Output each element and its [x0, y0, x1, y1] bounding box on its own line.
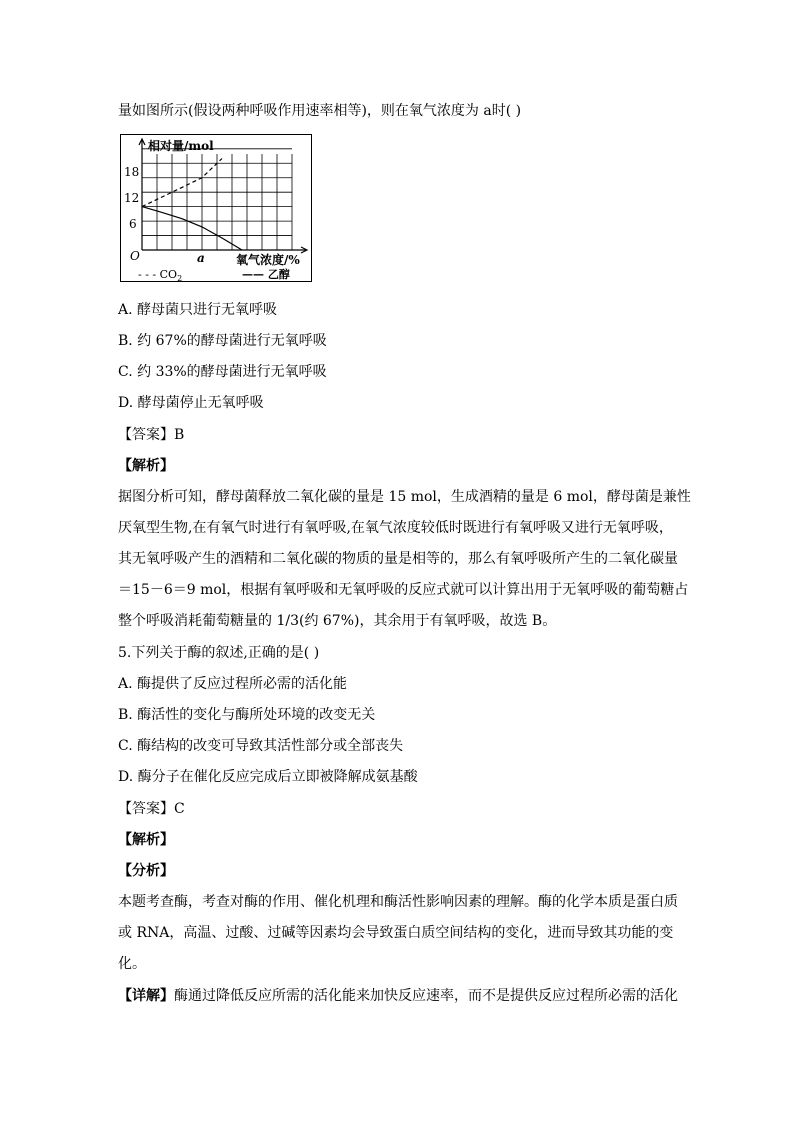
q4-analysis-label: 【解析】 — [118, 458, 174, 474]
q5-detail-text: 酶通过降低反应所需的活化能来加快反应速率，而不是提供反应过程所必需的活化 — [174, 988, 678, 1004]
q4-analysis-line: 据图分析可知，酵母菌释放二氧化碳的量是 15 mol，生成酒精的量是 6 mol，酵母菌是兼性 — [118, 489, 691, 505]
q5-detail-label: 【详解】 — [118, 988, 174, 1004]
y-tick-label: 6 — [129, 217, 137, 231]
x-axis-label: 氧气浓度/% — [236, 253, 300, 267]
q4-option-a: A. 酵母菌只进行无氧呼吸 — [118, 302, 278, 318]
q4-option-c: C. 约 33%的酵母菌进行无氧呼吸 — [118, 364, 327, 380]
question-4-stem: 量如图所示(假设两种呼吸作用速率相等)，则在氧气浓度为 a时( ) — [118, 103, 522, 119]
q5-fenxi-line: 或 RNA，高温、过酸、过碱等因素均会导致蛋白质空间结构的变化，进而导致其功能的变 — [118, 925, 674, 941]
q4-analysis-line: 整个呼吸消耗葡萄糖量的 1/3(约 67%)，其余用于有氧呼吸，故选 B。 — [118, 613, 557, 629]
q5-option-d: D. 酶分子在催化反应完成后立即被降解成氨基酸 — [118, 769, 418, 785]
question-5-stem: 5.下列关于酶的叙述,正确的是( ) — [118, 645, 320, 661]
origin-label: O — [130, 249, 140, 263]
series-line-co2 — [142, 159, 222, 207]
q5-detail — [118, 986, 678, 1006]
q4-option-b: B. 约 67%的酵母菌进行无氧呼吸 — [118, 333, 327, 349]
y-tick-label: 12 — [124, 191, 140, 205]
legend-ethanol: —— 乙醇 — [242, 268, 290, 281]
q5-fenxi-label: 【分析】 — [118, 863, 174, 879]
q4-analysis-line: 厌氧型生物,在有氧气时进行有氧呼吸,在氧气浓度较低时既进行有氧呼吸又进行无氧呼吸， — [118, 520, 673, 536]
q5-analysis-label: 【解析】 — [118, 832, 174, 848]
y-axis-label: 相对量/mol — [148, 139, 214, 153]
q4-answer: 【答案】B — [118, 427, 185, 443]
respiration-chart — [120, 134, 312, 282]
legend-co2: - - - $CO_2$ — [138, 268, 183, 282]
q5-fenxi-line: 化。 — [118, 956, 146, 972]
q4-option-d: D. 酵母菌停止无氧呼吸 — [118, 395, 264, 411]
q4-analysis-line: 其无氧呼吸产生的酒精和二氧化碳的物质的量是相等的，那么有氧呼吸所产生的二氧化碳量 — [118, 551, 678, 567]
q5-option-a: A. 酶提供了反应过程所必需的活化能 — [118, 676, 348, 692]
q5-option-b: B. 酶活性的变化与酶所处环境的改变无关 — [118, 707, 376, 723]
q5-answer: 【答案】C — [118, 801, 185, 817]
a-label: a — [197, 251, 205, 265]
q5-option-c: C. 酶结构的改变可导致其活性部分或全部丧失 — [118, 738, 404, 754]
y-tick-label: 18 — [124, 165, 140, 179]
q4-analysis-line: ＝15－6＝9 mol，根据有氧呼吸和无氧呼吸的反应式就可以计算出用于无氧呼吸的葡萄糖占 — [118, 582, 689, 598]
q5-fenxi-line: 本题考查酶，考查对酶的作用、催化机理和酶活性影响因素的理解。酶的化学本质是蛋白质 — [118, 894, 678, 910]
